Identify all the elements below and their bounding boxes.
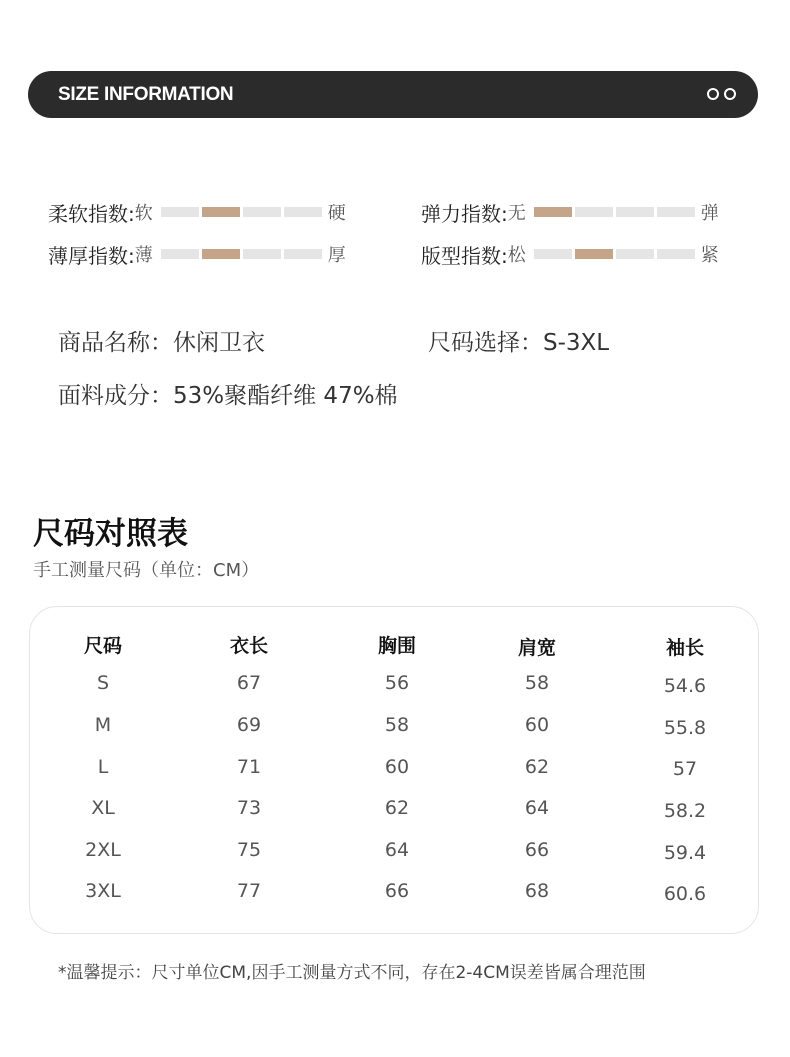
table-cell: 3XL	[85, 880, 121, 902]
rating-softness	[48, 200, 346, 224]
rating-segment-active	[575, 249, 613, 259]
table-cell: 64	[524, 797, 550, 819]
table-cell: XL	[91, 797, 115, 819]
rating-fit	[421, 242, 719, 266]
rating-low-label: 薄	[134, 245, 153, 266]
rating-segment	[575, 207, 613, 217]
rating-label: 弹力指数:	[421, 201, 508, 226]
rating-high-label: 硬	[327, 203, 346, 224]
rating-high-label: 紧	[700, 245, 719, 266]
rating-segment-active	[534, 207, 572, 217]
table-header-chest: 胸围	[377, 635, 416, 657]
table-header-sleeve: 袖长	[665, 637, 704, 659]
table-cell: 77	[236, 880, 262, 902]
table-header-shoulder: 肩宽	[517, 637, 556, 659]
rating-bar	[161, 249, 322, 259]
rating-low-label: 松	[507, 245, 526, 266]
rating-bar	[534, 207, 695, 217]
rating-segment	[161, 249, 199, 259]
table-cell: 69	[236, 714, 262, 736]
rating-bar	[534, 249, 695, 259]
rating-label: 版型指数:	[421, 243, 508, 268]
table-cell: 2XL	[85, 839, 121, 861]
table-cell: 54.6	[663, 675, 707, 697]
rating-label: 薄厚指数:	[48, 243, 135, 268]
banner-title: SIZE INFORMATION	[58, 84, 234, 105]
table-cell: 57	[672, 758, 698, 780]
table-cell: M	[94, 714, 112, 736]
rating-segment-active	[202, 249, 240, 259]
table-cell: 58	[524, 672, 550, 694]
table-cell: 71	[236, 756, 262, 778]
product-size-range: 尺码选择：S-3XL	[428, 330, 610, 356]
table-cell: S	[96, 672, 110, 694]
rating-segment-active	[202, 207, 240, 217]
table-cell: 73	[236, 797, 262, 819]
rating-segment	[243, 207, 281, 217]
table-cell: L	[97, 756, 109, 778]
table-cell: 62	[384, 797, 410, 819]
product-name: 商品名称：休闲卫衣	[58, 330, 265, 356]
table-cell: 60	[384, 756, 410, 778]
table-cell: 60	[524, 714, 550, 736]
banner-dots-icon	[707, 88, 736, 100]
rating-segment	[161, 207, 199, 217]
section-banner	[28, 71, 758, 118]
table-cell: 59.4	[663, 842, 707, 864]
rating-segment	[243, 249, 281, 259]
rating-segment	[616, 207, 654, 217]
rating-low-label: 软	[134, 203, 153, 224]
table-cell: 66	[384, 880, 410, 902]
circle-icon	[707, 88, 719, 100]
rating-segment	[657, 249, 695, 259]
table-header-length: 衣长	[229, 635, 268, 657]
table-cell: 66	[524, 839, 550, 861]
table-cell: 75	[236, 839, 262, 861]
rating-segment	[284, 207, 322, 217]
size-table	[29, 606, 759, 934]
rating-high-label: 弹	[700, 203, 719, 224]
table-cell: 58.2	[663, 800, 707, 822]
table-cell: 55.8	[663, 717, 707, 739]
rating-high-label: 厚	[327, 245, 346, 266]
rating-elasticity	[421, 200, 719, 224]
size-table-subtitle: 手工测量尺码（单位：CM）	[33, 560, 260, 581]
rating-label: 柔软指数:	[48, 201, 135, 226]
circle-icon	[724, 88, 736, 100]
product-material: 面料成分：53%聚酯纤维 47%棉	[58, 383, 398, 409]
rating-segment	[657, 207, 695, 217]
rating-segment	[616, 249, 654, 259]
table-cell: 62	[524, 756, 550, 778]
table-cell: 68	[524, 880, 550, 902]
table-cell: 56	[384, 672, 410, 694]
rating-bar	[161, 207, 322, 217]
footnote: *温馨提示：尺寸单位CM,因手工测量方式不同，存在2-4CM误差皆属合理范围	[58, 963, 646, 983]
rating-low-label: 无	[507, 203, 526, 224]
rating-segment	[534, 249, 572, 259]
table-cell: 67	[236, 672, 262, 694]
table-cell: 60.6	[663, 883, 707, 905]
rating-segment	[284, 249, 322, 259]
table-cell: 64	[384, 839, 410, 861]
table-cell: 58	[384, 714, 410, 736]
table-header-size: 尺码	[83, 635, 122, 657]
rating-thickness	[48, 242, 346, 266]
size-table-title: 尺码对照表	[33, 516, 188, 552]
